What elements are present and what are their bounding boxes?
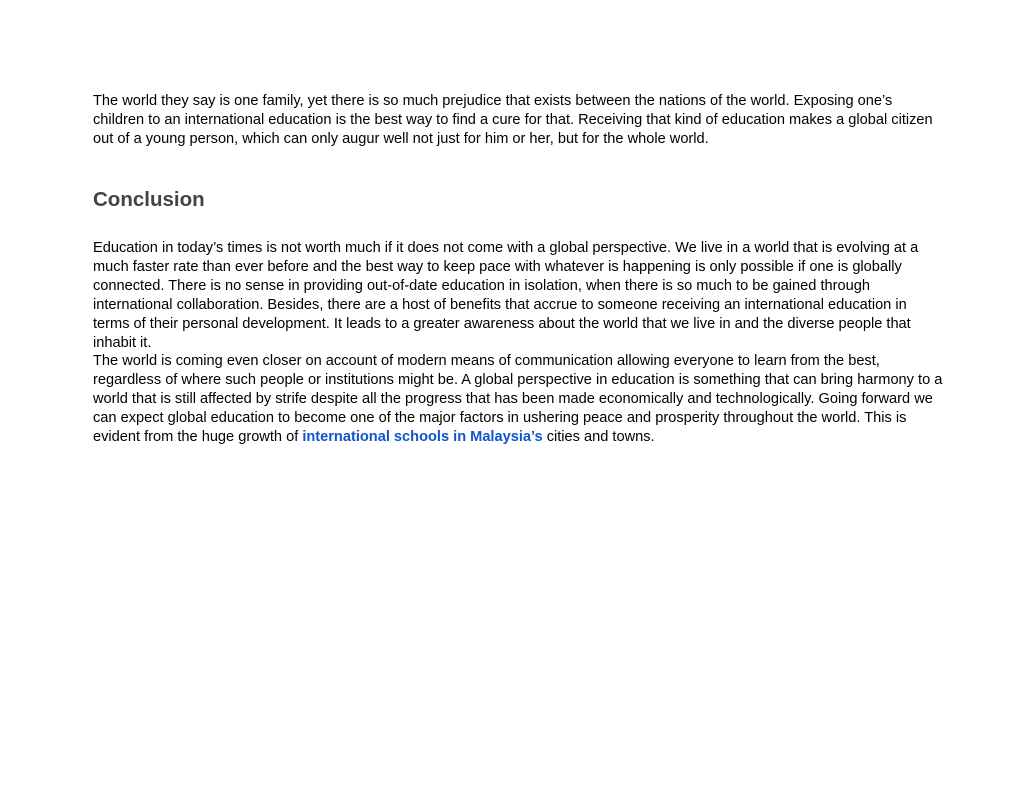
international-schools-link[interactable]: international schools in Malaysia’s [302,429,543,445]
conclusion-paragraph-2-text-before: The world is coming even closer on account of modern means of communication allowing everyone to learn from the best, regardless of where such people or institutions might be. A global perspective in education is something that can bring harmony to a world that is still affected by strife despite all the progress that has been made economically and technologically. Going forward we can expect global education to become one of the major factors in ushering peace and prosperity throughout the world. This is evident from the huge growth of [93,353,943,445]
conclusion-paragraph-2-text-after: cities and towns. [542,429,655,445]
conclusion-paragraph-2 [93,352,943,447]
intro-paragraph: The world they say is one family, yet there is so much prejudice that exists between the nations of the world. Exposing one’s children to an international education is the best way to find a cure for that. Receiving that kind of education makes a global citizen out of a young person, which can only augur well not just for him or her, but for the whole world. [93,93,933,147]
conclusion-paragraph-1: Education in today’s times is not worth much if it does not come with a global perspective. We live in a world that is evolving at a much faster rate than ever before and the best way to keep pace with whatever is happening is only possible if one is globally connected. There is no sense in providing out-of-date education in isolation, when there is so much to be gained through international collaboration. Besides, there are a host of benefits that accrue to someone receiving an international education in terms of their personal development. It leads to a greater awareness about the world that we live in and the diverse people that inhabit it. [93,240,919,351]
conclusion-heading: Conclusion [93,188,205,211]
